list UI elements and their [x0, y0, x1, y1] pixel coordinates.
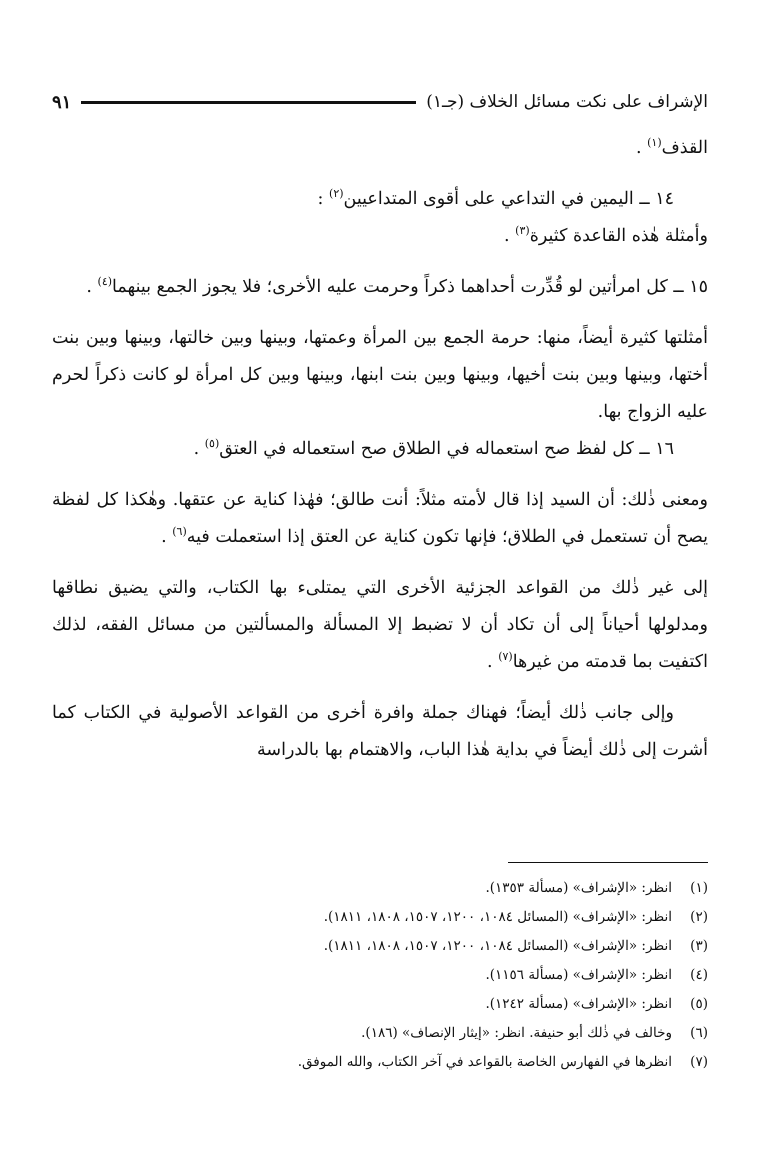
paragraph: أمثلتها كثيرة أيضاً، منها: حرمة الجمع بين المرأة وعمتها، وبينها وبين خالتها، وبينها وبين بنت أختها، وبينها وبين بنت أخيها، وبينها وبين بنت ابنها، وبينها وبين كل امرأة لو كانت ذكراً لحرم عليه الزواج بها. [52, 328, 708, 422]
paragraph: القذف$^{(١)}$ . [635, 136, 708, 158]
paragraph: وأمثلة هٰذه القاعدة كثيرة$^{(٣)}$ . [504, 224, 708, 246]
footnote-item: (٧) انظرها في الفهارس الخاصة بالقواعد في آخر الكتاب، والله الموفق. [297, 1054, 708, 1070]
rule-16: ١٦ ــ كل لفظ صح استعماله في الطلاق صح استعماله في العتق$^{(٥)}$ . [193, 437, 674, 459]
rule-15: ١٥ ــ كل امرأتين لو قُدِّرت أحداهما ذكراً وحرمت عليه الأخرى؛ فلا يجوز الجمع بينهما$^{(٤)}$ . [86, 275, 708, 297]
paragraph: ومعنى ذٰلك: أن السيد إذا قال لأمته مثلاً: أنت طالق؛ فهٰذا كناية عن عتقها. وهٰكذا كل لفظة يصح أن تستعمل في الطلاق؛ فإنها تكون كناية عن العتق إذا استعملت فيه$^{(٦)}$ . [52, 490, 708, 547]
footnote-ref[interactable]: (٣) [515, 224, 530, 238]
running-title: الإشراف على نكت مسائل الخلاف (جـ١) [426, 92, 708, 112]
paragraph: وإلى جانب ذٰلك أيضاً؛ فهناك جملة وافرة أخرى من القواعد الأصولية في الكتاب كما أشرت إلى ذٰلك أيضاً في بداية هٰذا الباب، والاهتمام بها بالدراسة [52, 703, 708, 760]
footnote-ref[interactable]: (٢) [329, 187, 344, 201]
main-text [52, 130, 708, 769]
footnote-item: (٥) انظر: «الإشراف» (مسألة ١٢٤٢). [485, 996, 708, 1012]
footnote-ref[interactable]: (٧) [498, 650, 513, 664]
footnote-separator [508, 862, 708, 863]
footnote-item: (١) انظر: «الإشراف» (مسألة ١٣٥٣). [485, 880, 708, 896]
paragraph: إلى غير ذٰلك من القواعد الجزئية الأخرى التي يمتلىء بها الكتاب، والتي يضيق نطاقها ومدلولها أحياناً إلى أن تكاد أن لا تضبط إلا المسألة والمسألتين من مسائل الفقه، لذلك اكتفيت بما قدمته من غيرها$^{(٧)}$ . [52, 578, 708, 672]
footnotes [52, 874, 708, 1077]
page-header [52, 86, 708, 118]
footnote-ref[interactable]: (٤) [97, 275, 113, 289]
rule-14: ١٤ ــ اليمين في التداعي على أقوى المتداعيين$^{(٢)}$ : [317, 187, 674, 209]
footnote-ref[interactable]: (٦) [172, 525, 187, 539]
footnote-item: (٣) انظر: «الإشراف» (المسائل ١٠٨٤، ١٢٠٠، ١٥٠٧، ١٨٠٨، ١٨١١). [323, 938, 708, 954]
header-rule [81, 101, 416, 104]
footnote-item: (٢) انظر: «الإشراف» (المسائل ١٠٨٤، ١٢٠٠، ١٥٠٧، ١٨٠٨، ١٨١١). [323, 909, 708, 925]
footnote-item: (٤) انظر: «الإشراف» (مسألة ١١٥٦). [485, 967, 708, 983]
footnote-ref[interactable]: (٥) [204, 437, 220, 451]
footnote-item: (٦) وخالف في ذٰلك أبو حنيفة. انظر: «إيثار الإنصاف» (١٨٦). [361, 1025, 708, 1041]
footnote-ref[interactable]: (١) [647, 136, 662, 150]
page-number: ٩١ [52, 91, 72, 113]
